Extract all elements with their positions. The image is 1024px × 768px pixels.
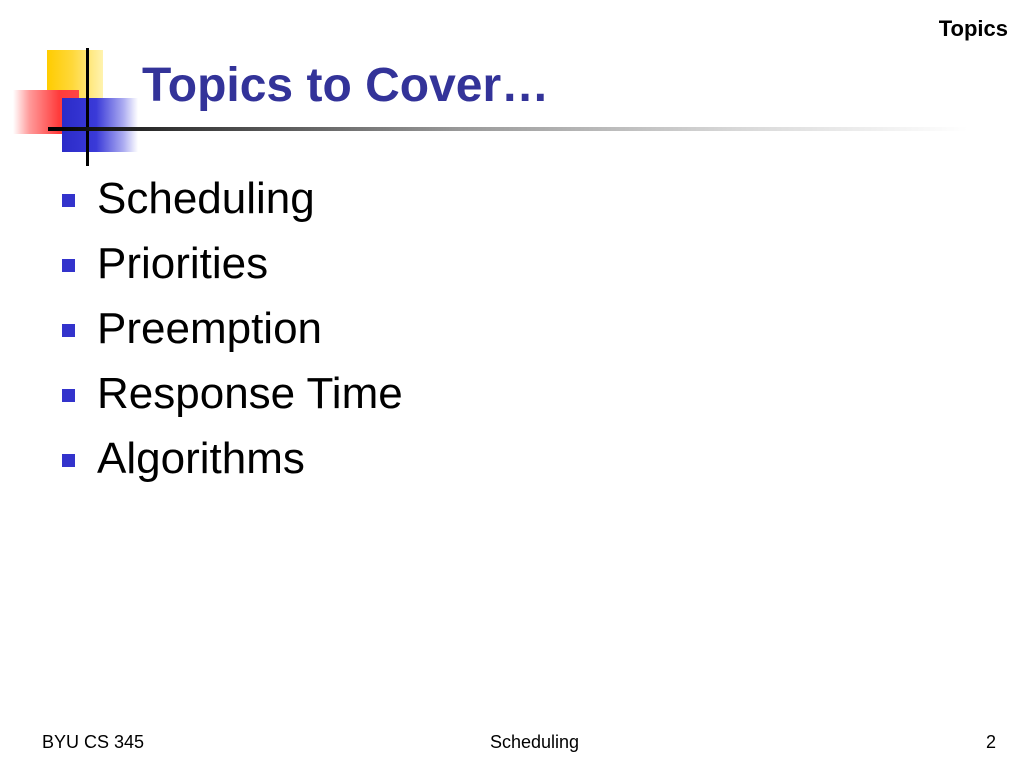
footer-course: BYU CS 345 [42, 732, 145, 752]
bullet-square-icon [62, 259, 75, 272]
section-label: Topics [938, 16, 1008, 41]
bullet-item [58, 426, 403, 491]
decorative-logo [0, 0, 150, 170]
bullet-item [58, 231, 403, 296]
bullet-item [58, 166, 403, 231]
logo-vertical-line [86, 48, 89, 166]
bullet-square-icon [62, 454, 75, 467]
slide-title: Topics to Cover… [142, 59, 550, 112]
footer-page-number: 2 [985, 732, 996, 752]
footer-topic: Scheduling [490, 732, 580, 752]
bullet-text: Algorithms [97, 433, 305, 483]
logo-blue-square [62, 98, 138, 152]
bullet-square-icon [62, 389, 75, 402]
bullet-text: Scheduling [97, 173, 315, 223]
bullet-text: Response Time [97, 368, 403, 418]
bullet-item [58, 361, 403, 426]
title-underline [48, 127, 968, 131]
bullet-list [58, 166, 403, 491]
bullet-square-icon [62, 324, 75, 337]
bullet-item [58, 296, 403, 361]
bullet-square-icon [62, 194, 75, 207]
bullet-text: Preemption [97, 303, 323, 353]
bullet-text: Priorities [97, 238, 269, 288]
